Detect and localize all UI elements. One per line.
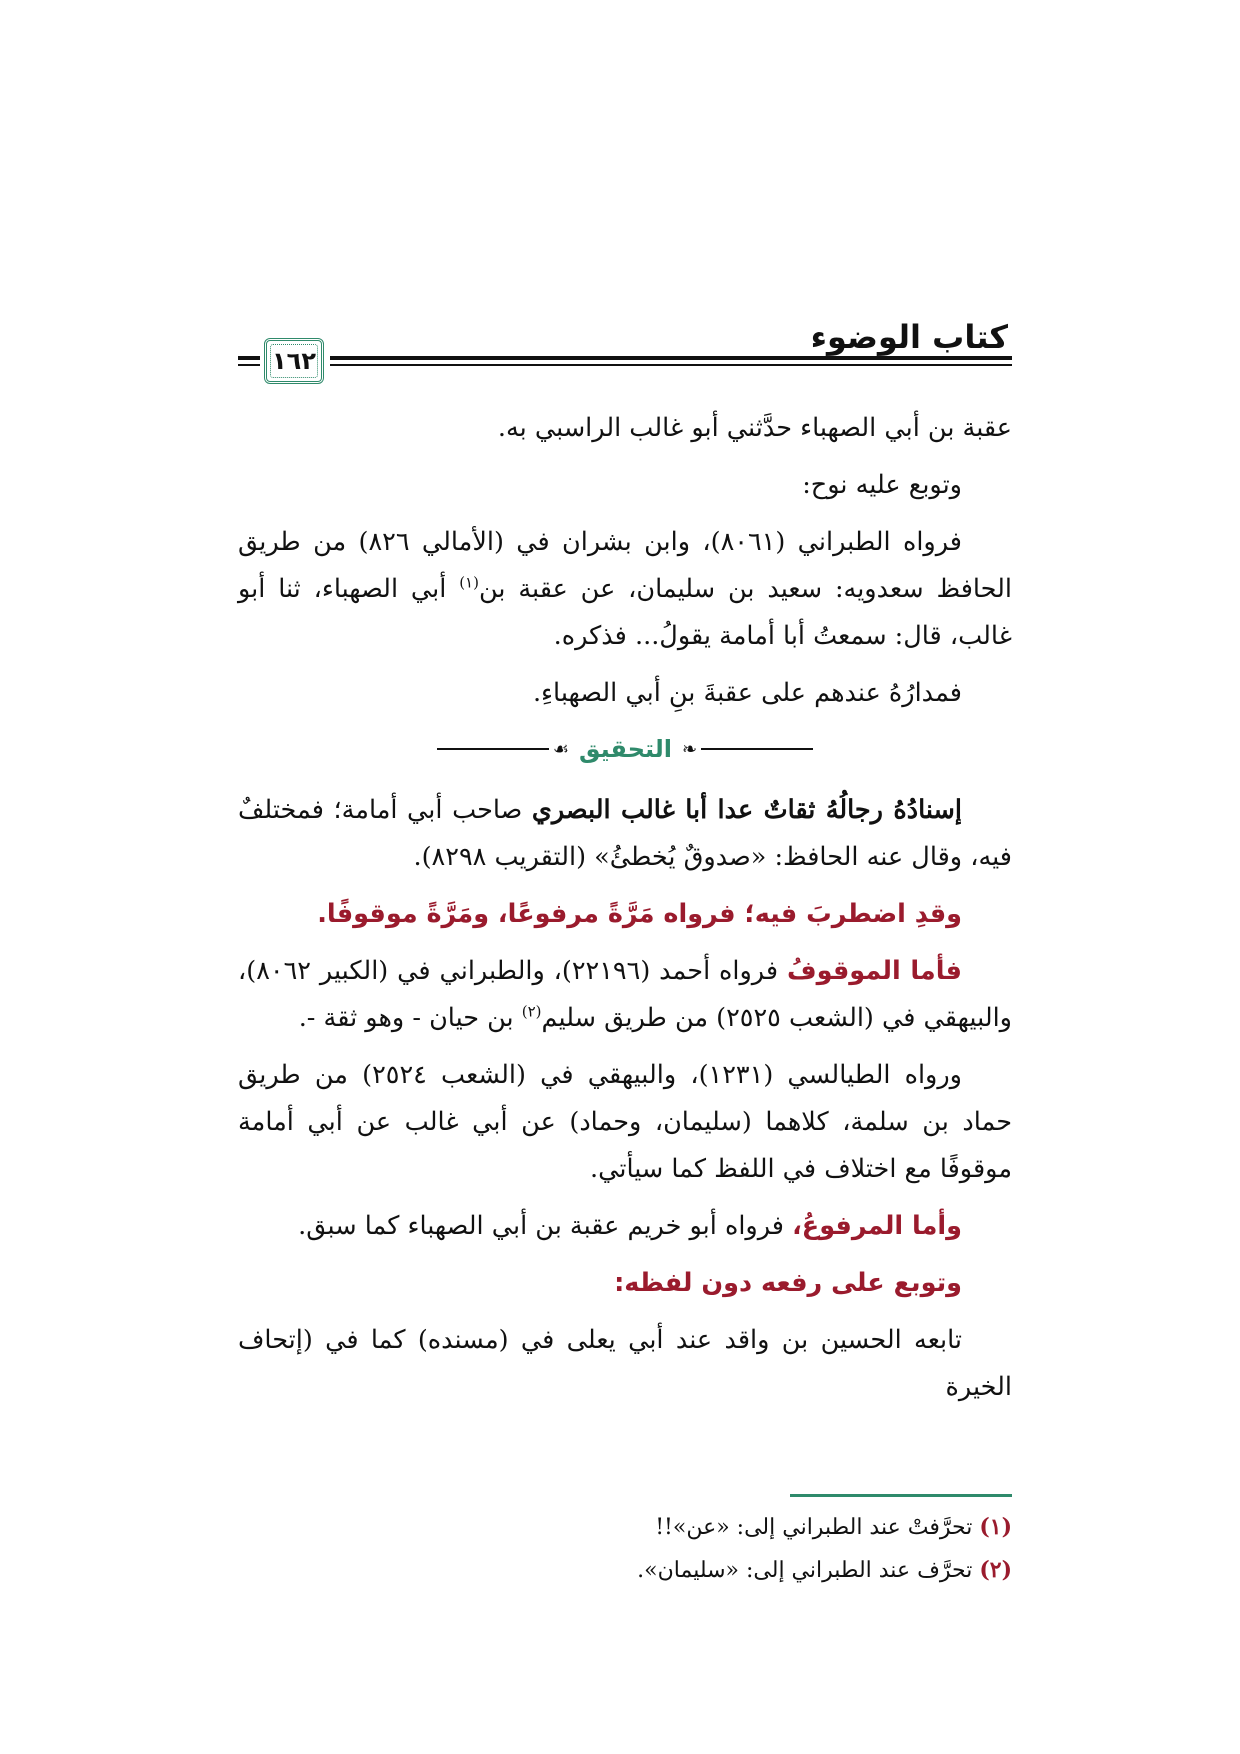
paragraph-text: صاحب أبي أمامة؛ فمختلفٌ فيه، وقال عنه الحافظ: «صدوقٌ يُخطئُ» (التقريب ٨٢٩٨). xyxy=(238,795,1012,872)
paragraph-text: أبي الصهباء، ثنا أبو غالب، قال: سمعتُ أبا أمامة يقولُ... فذكره. xyxy=(238,574,1012,651)
paragraph xyxy=(238,948,1012,1042)
paragraph xyxy=(238,519,1012,660)
page-number-frame xyxy=(264,338,324,384)
paragraph-text: فرواه أبو خريم عقبة بن أبي الصهباء كما سبق. xyxy=(298,1211,793,1241)
divider-line xyxy=(701,748,813,750)
book-title: كتاب الوضوء xyxy=(810,318,1008,356)
paragraph xyxy=(238,405,1012,452)
paragraph xyxy=(238,1052,1012,1193)
section-divider xyxy=(238,727,1012,771)
paragraph xyxy=(238,891,1012,938)
divider-line xyxy=(437,748,549,750)
ornament-icon: ❧ xyxy=(682,738,698,760)
paragraph-text: تابعه الحسين بن واقد عند أبي يعلى في (مسنده) كما في (إتحاف الخيرة xyxy=(238,1325,1012,1402)
paragraph-text: فمدارُهُ عندهم على عقبةَ بنِ أبي الصهباءِ. xyxy=(532,678,962,708)
footnotes xyxy=(238,1506,1012,1592)
paragraph xyxy=(238,1317,1012,1411)
header-rule xyxy=(238,356,260,360)
paragraph-text: وتوبع عليه نوح: xyxy=(802,470,962,500)
paragraph xyxy=(238,670,1012,717)
paragraph xyxy=(238,787,1012,881)
paragraph xyxy=(238,1203,1012,1250)
ornament-icon: ☙ xyxy=(552,738,569,760)
paragraph-text: فرواه أحمد (٢٢١٩٦)، والطبراني في (الكبير ٨٠٦٢)، والبيهقي في (الشعب ٢٥٢٥) من طريق سليم xyxy=(238,956,1012,1033)
main-text xyxy=(238,405,1012,1421)
footnote-number: (٢) xyxy=(979,1557,1012,1583)
highlighted-text: وأما المرفوعُ، xyxy=(792,1211,962,1241)
footnote xyxy=(238,1549,1012,1592)
paragraph xyxy=(238,1260,1012,1307)
paragraph xyxy=(238,462,1012,509)
footnote-separator xyxy=(790,1494,1012,1497)
highlighted-text: وتوبع على رفعه دون لفظه: xyxy=(614,1268,962,1298)
paragraph-text: ورواه الطيالسي (١٢٣١)، والبيهقي في (الشعب ٢٥٢٤) من طريق حماد بن سلمة، كلاهما (سليمان، وحماد) عن أبي غالب عن أبي أمامة موقوفًا مع اختلاف في اللفظ كما سيأتي. xyxy=(238,1060,1012,1184)
paragraph-text: بن حيان - وهو ثقة -. xyxy=(298,1003,522,1033)
footnote-text: تحرَّف عند الطبراني إلى: «سليمان». xyxy=(637,1558,980,1583)
page-number: ١٦٢ xyxy=(272,347,316,375)
paragraph-text: عقبة بن أبي الصهباء حدَّثني أبو غالب الراسبي به. xyxy=(497,413,1012,443)
paragraph-text: فرواه الطبراني (٨٠٦١)، وابن بشران في (الأمالي ٨٢٦) من طريق الحافظ سعدويه: سعيد بن سليمان، عن عقبة بن xyxy=(238,527,1012,604)
section-heading: التحقيق xyxy=(579,735,673,763)
footnote-ref[interactable]: (٢) xyxy=(521,1002,542,1021)
footnote-ref[interactable]: (١) xyxy=(459,573,479,592)
paragraph-bold-text: إسنادُهُ رجالُهُ ثقاتٌ عدا أبا غالب البصري xyxy=(531,795,962,825)
header-rule xyxy=(330,356,1012,360)
page-header xyxy=(238,318,1012,390)
header-rule xyxy=(238,364,260,366)
footnote xyxy=(238,1506,1012,1549)
header-rule xyxy=(330,364,1012,366)
footnote-number: (١) xyxy=(979,1514,1012,1540)
footnote-text: تحرَّفتْ عند الطبراني إلى: «عن»!! xyxy=(655,1515,980,1540)
highlighted-text: وقدِ اضطربَ فيه؛ فرواه مَرَّةً مرفوعًا، ومَرَّةً موقوفًا. xyxy=(317,899,962,929)
highlighted-text: فأما الموقوفُ xyxy=(786,956,962,986)
